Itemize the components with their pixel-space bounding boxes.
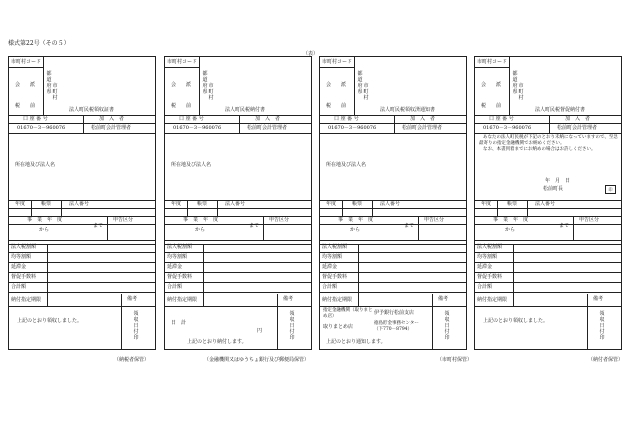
divider [475,272,621,273]
tax-item-label: 合計額 [167,284,183,290]
divider [475,224,621,225]
divider [320,244,466,245]
declaration-type-label: 申告区分 [269,217,290,223]
divider [43,67,44,115]
divider [475,262,621,263]
to-label: まで [93,223,104,229]
notice-message: あなたの法人町民税が下記のとおり未納になっていますので、至急最寄りの指定金融機関でお納めください。 なお、本書到着までにお納めの場合はお許しください。 [479,135,618,152]
divider [165,67,199,68]
account-number: 01670－3－960076 [483,125,532,131]
divider [509,57,510,67]
divider [587,306,588,350]
payment-statement: 上記のとおり納付します。 [187,339,247,345]
to-label: まで [249,223,260,229]
divider [320,224,466,225]
divider [47,244,48,306]
divider [199,67,200,115]
tax-year-label: 税 前 [326,103,347,109]
divider [475,123,621,124]
divider [432,294,433,306]
due-date-label: 納付指定期限 [11,297,42,303]
divider [475,292,621,293]
divider [9,244,155,245]
account-number: 01670－3－960076 [328,125,377,131]
receipt-stamp-label: 領 収 日 付 印 [444,311,450,341]
divider [475,282,621,283]
divider [475,208,621,209]
declaration-type-label: 申告区分 [113,217,134,223]
divider [475,240,621,241]
account-number: 01670－3－960076 [173,125,222,131]
form-number: 様式第22号（その５） [8,40,70,47]
divider [9,292,155,293]
divider [239,115,240,133]
municipality-code-label: 市町村コード [11,59,42,65]
divider [9,67,43,68]
tax-item-label: 督促手数料 [322,274,348,280]
tax-item-label: 法人税割額 [477,244,503,250]
divider [9,306,155,307]
front-label: （表） [303,51,319,57]
divider [9,272,155,273]
divider [165,244,311,245]
divider [165,208,311,209]
divider [9,262,155,263]
account-item-label: 帳票 [352,201,363,207]
divider [549,115,550,133]
divider [513,244,514,306]
tax-item-label: 督促手数料 [167,274,193,280]
collect-name: 徳島貯金事務センター（下770－8794） [374,321,419,332]
divider [573,216,574,240]
to-label: まで [404,223,415,229]
mayor-seal: 印 [605,185,616,194]
prefecture-label: 都 道 府 県 [202,71,208,95]
receipt-stamp-label: 領 収 日 付 印 [133,311,139,341]
received-statement: 上記のとおり領収しました。 [483,318,549,324]
corp-number-label: 法人番号 [69,201,90,207]
divider [165,262,311,263]
address-label: 所在地及び法人名 [15,162,56,168]
year-label: 年度 [171,201,182,207]
divider [475,133,621,134]
business-year-label: 事 業 年 度 [183,217,219,223]
subscriber-name: 松前町会計管理者 [91,125,132,131]
tax-item-label: 合計額 [322,284,338,290]
slip-footer: （納付者保管） [588,357,624,363]
divider [320,272,466,273]
divider [9,282,155,283]
divider [509,67,510,115]
divider [9,224,155,225]
slip-4 [474,56,622,350]
divider [432,306,433,350]
divider [394,115,395,133]
city-label: 市 町 村 [208,83,214,101]
notice-statement: 上記のとおり通知します。 [326,339,386,345]
account-number-label: 口 座 番 号 [23,116,48,122]
divider [320,67,354,68]
divider [203,244,204,306]
receipt-stamp-label: 領 収 日 付 印 [599,311,605,341]
divider [83,115,84,133]
tax-item-label: 延滞金 [477,264,493,270]
slip-footer: （金融機関又はゆうちょ銀行及び郵便局保管） [204,357,310,363]
divider [354,67,355,115]
divider [43,57,44,67]
bank-name: 伊予銀行松前支店 [374,310,415,316]
corp-number-label: 法人番号 [380,201,401,207]
tax-year-label: 税 前 [15,103,36,109]
divider [165,123,311,124]
from-label: から [39,227,50,233]
subscriber-label: 加 入 者 [99,116,125,122]
slip-title: 法人町民税督促納付書 [535,107,586,113]
slip-title: 法人町民税領収証書 [69,107,115,113]
account-item-label: 帳票 [41,201,52,207]
divider [165,133,311,134]
business-year-label: 事 業 年 度 [27,217,63,223]
business-year-label: 事 業 年 度 [493,217,529,223]
divider [165,306,311,307]
slip-title: 法人町民税領収済通知書 [380,107,436,113]
division-label: 会 派 [171,82,192,88]
divider [277,294,278,306]
divider [358,244,359,306]
city-label: 市 町 村 [518,83,524,101]
tax-item-label: 延滞金 [11,264,27,270]
divider [354,57,355,67]
tax-item-label: 法人税割額 [167,244,193,250]
divider [277,306,278,350]
tax-item-label: 合計額 [477,284,493,290]
receipt-stamp-label: 領 収 日 付 印 [289,311,295,341]
divider [165,292,311,293]
tax-item-label: 法人税割額 [11,244,37,250]
divider [9,240,155,241]
divider [320,282,466,283]
divider [121,294,122,306]
remarks-label: 備考 [593,296,604,302]
tax-item-label: 法人税割額 [322,244,348,250]
slip-footer: （市町村保管） [437,357,473,363]
subscriber-label: 加 入 者 [565,116,591,122]
address-label: 所在地及び法人名 [171,162,212,168]
business-year-label: 事 業 年 度 [338,217,374,223]
divider [165,224,311,225]
yen-label: 円 [257,328,263,334]
tax-item-label: 督促手数料 [477,274,503,280]
division-label: 会 派 [15,82,36,88]
divider [320,252,466,253]
divider [165,252,311,253]
declaration-type-label: 申告区分 [579,217,600,223]
corp-number-label: 法人番号 [225,201,246,207]
account-number-label: 口 座 番 号 [179,116,204,122]
collect-label: 取りまとめ店 [323,324,354,330]
account-item-label: 帳票 [507,201,518,207]
divider [475,252,621,253]
municipality-code-label: 市町村コード [167,59,198,65]
account-number: 01670－3－960076 [17,125,66,131]
tax-item-label: 均等割額 [477,254,498,260]
divider [320,240,466,241]
divider [320,133,466,134]
address-label: 所在地及び法人名 [326,162,367,168]
remarks-label: 備考 [283,296,294,302]
prefecture-label: 都 道 府 県 [512,71,518,95]
tax-item-label: 均等割額 [11,254,32,260]
division-label: 会 派 [481,82,502,88]
city-label: 市 町 村 [52,83,58,101]
due-date-label: 納付指定期限 [322,297,353,303]
divider [475,306,621,307]
tax-item-label: 均等割額 [167,254,188,260]
divider [9,133,155,134]
to-label: まで [559,223,570,229]
slip-3 [319,56,467,350]
divider [107,216,108,240]
divider [587,294,588,306]
divider [475,67,509,68]
tax-item-label: 合計額 [11,284,27,290]
from-label: から [505,227,516,233]
divider [320,292,466,293]
divider [9,208,155,209]
divider [165,272,311,273]
subscriber-name: 松前町会計管理者 [247,125,288,131]
divider [121,306,122,350]
tax-year-label: 税 前 [171,103,192,109]
year-label: 年度 [481,201,492,207]
subscriber-name: 松前町会計管理者 [557,125,598,131]
divider [165,240,311,241]
subscriber-label: 加 入 者 [410,116,436,122]
slip-2 [164,56,312,350]
received-statement: 上記のとおり領収しました。 [17,318,83,324]
corp-number-label: 法人番号 [535,201,556,207]
slip-title: 法人町民税納付書 [225,107,266,113]
tax-year-label: 税 前 [481,103,502,109]
divider [199,57,200,67]
account-number-label: 口 座 番 号 [489,116,514,122]
municipality-code-label: 市町村コード [477,59,508,65]
account-item-label: 帳票 [197,201,208,207]
divider [9,252,155,253]
tax-item-label: 延滞金 [322,264,338,270]
subscriber-label: 加 入 者 [255,116,281,122]
remarks-label: 備考 [127,296,138,302]
municipality-code-label: 市町村コード [322,59,353,65]
date-label: 年 月 日 [545,178,571,184]
year-label: 年度 [326,201,337,207]
slip-footer: （納税者保管） [114,357,150,363]
divider [263,216,264,240]
tax-item-label: 延滞金 [167,264,183,270]
prefecture-label: 都 道 府 県 [46,71,52,95]
year-label: 年度 [15,201,26,207]
remarks-label: 備考 [438,296,449,302]
slip-1 [8,56,156,350]
city-label: 市 町 村 [363,83,369,101]
account-number-label: 口 座 番 号 [334,116,359,122]
due-date-label: 納付指定期限 [167,297,198,303]
tax-item-label: 均等割額 [322,254,343,260]
division-label: 会 派 [326,82,347,88]
divider [320,123,466,124]
prefecture-label: 都 道 府 県 [357,71,363,95]
day-total-label: 日 計 [171,320,187,326]
declaration-type-label: 申告区分 [424,217,445,223]
tax-item-label: 督促手数料 [11,274,37,280]
divider [320,208,466,209]
divider [9,123,155,124]
divider [320,306,466,307]
divider [475,244,621,245]
mayor-label: 松前町長 [543,186,564,192]
bank-label: 指定金融機関（取りまとめ店） [323,308,373,319]
due-date-label: 納付指定期限 [477,297,508,303]
subscriber-name: 松前町会計管理者 [402,125,443,131]
divider [418,216,419,240]
divider [320,262,466,263]
from-label: から [195,227,206,233]
from-label: から [350,227,361,233]
divider [165,282,311,283]
